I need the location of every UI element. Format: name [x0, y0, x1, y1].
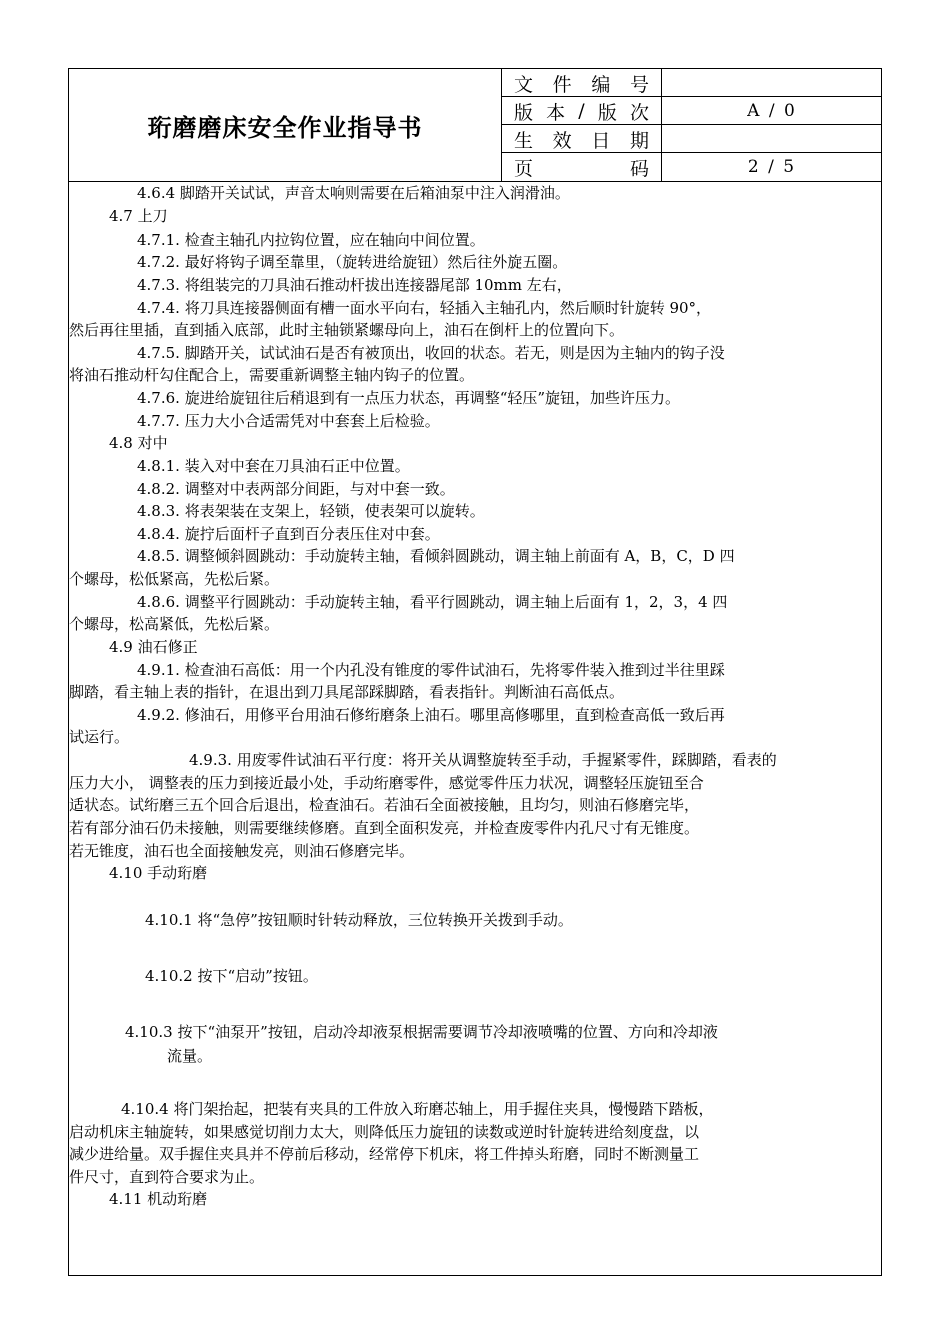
body-line: 减少进给量。双手握住夹具并不停前后移动，经常停下机床，将工件掉头珩磨，同时不断测量工 [69, 1145, 700, 1163]
body-line: 4.10.2 按下“启动”按钮。 [145, 967, 318, 985]
body-line: 4.7.6. 旋进给旋钮往后稍退到有一点压力状态，再调整“轻压”旋钮，加些许压力。 [137, 389, 681, 407]
meta-row-doc-number [502, 69, 882, 97]
body-line: 4.7.7. 压力大小合适需凭对中套套上后检验。 [137, 412, 440, 430]
body-line: 4.7.3. 将组装完的刀具油石推动杆拔出连接器尾部 10mm 左右， [137, 276, 572, 294]
body-line: 4.7.5. 脚踏开关，试试油石是否有被顶出，收回的状态。若无，则是因为主轴内的钩子没 [137, 344, 725, 362]
meta-value-version: A / 0 [747, 101, 797, 121]
document-meta-table [501, 69, 882, 181]
body-line: 4.10.3 按下“油泵开”按钮，启动冷却液泵根据需要调节冷却液喷嘴的位置、方向和冷却液 [125, 1023, 718, 1041]
body-line: 4.7.4. 将刀具连接器侧面有槽一面水平向右，轻插入主轴孔内，然后顺时针旋转 90°， [137, 299, 712, 317]
body-line: 将油石推动杆勾住配合上，需要重新调整主轴内钩子的位置。 [69, 366, 475, 384]
section-heading: 4.9 油石修正 [109, 638, 198, 656]
body-line: 压力大小， 调整表的压力到接近最小处，手动绗磨零件，感觉零件压力状况，调整轻压旋钮至合 [69, 774, 704, 792]
body-line: 启动机床主轴旋转，如果感觉切削力太大，则降低压力旋钮的读数或逆时针旋转进给刻度盘，以 [69, 1123, 700, 1141]
body-line: 4.8.6. 调整平行圆跳动：手动旋转主轴，看平行圆跳动，调主轴上后面有 1，2，3，4 四 [137, 593, 728, 611]
body-line: 4.7.2. 最好将钩子调至靠里，（旋转进给旋钮）然后往外旋五圈。 [137, 253, 568, 271]
meta-row-version [502, 97, 882, 125]
section-heading: 4.8 对中 [109, 434, 168, 452]
body-line: 4.10.4 将门架抬起，把装有夹具的工件放入珩磨芯轴上，用手握住夹具，慢慢踏下踏板， [121, 1100, 714, 1118]
body-line: 流量。 [167, 1047, 213, 1065]
meta-label-doc-number: 文 件 编 号 [502, 69, 662, 97]
body-line: 若有部分油石仍未接触，则需要继续修磨。直到全面积发亮，并检查废零件内孔尺寸有无锥度。 [69, 819, 700, 837]
body-line: 4.6.4 脚踏开关试试，声音太响则需要在后箱油泵中注入润滑油。 [137, 184, 570, 202]
body-line: 4.8.4. 旋拧后面杆子直到百分表压住对中套。 [137, 525, 440, 543]
body-line: 4.9.2. 修油石，用修平台用油石修绗磨条上油石。哪里高修哪里，直到检查高低一致后再 [137, 706, 725, 724]
body-line: 试运行。 [69, 728, 130, 746]
section-heading: 4.7 上刀 [109, 207, 168, 225]
body-line: 4.10.1 将“急停”按钮顺时针转动释放，三位转换开关拨到手动。 [145, 911, 573, 929]
meta-row-page [502, 153, 882, 181]
body-line: 4.8.2. 调整对中表两部分间距，与对中套一致。 [137, 480, 455, 498]
meta-value-doc-number [662, 69, 882, 97]
body-line: 4.9.1. 检查油石高低：用一个内孔没有锥度的零件试油石，先将零件装入推到过半往里踩 [137, 661, 725, 679]
section-heading: 4.10 手动珩磨 [109, 864, 208, 882]
document-frame [68, 68, 882, 1276]
meta-value-effective-date [662, 125, 882, 153]
meta-label-effective-date: 生 效 日 期 [502, 125, 662, 153]
document-title: 珩磨磨床安全作业指导书 [147, 113, 423, 142]
body-line: 然后再往里插，直到插入底部，此时主轴锁紧螺母向上，油石在倒杆上的位置向下。 [69, 321, 625, 339]
section-heading: 4.11 机动珩磨 [109, 1190, 208, 1208]
body-line: 脚踏，看主轴上表的指针，在退出到刀具尾部踩脚踏，看表指针。判断油石高低点。 [69, 683, 625, 701]
body-line: 4.8.3. 将表架装在支架上，轻锁，使表架可以旋转。 [137, 502, 485, 520]
body-line: 4.9.3. 用废零件试油石平行度：将开关从调整旋转至手动，手握紧零件，踩脚踏，看表的 [189, 751, 777, 769]
body-line: 若无锥度，油石也全面接触发亮，则油石修磨完毕。 [69, 842, 415, 860]
meta-label-version: 版 本 / 版 次 [502, 97, 662, 125]
body-line: 适状态。试绗磨三五个回合后退出，检查油石。若油石全面被接触，且均匀，则油石修磨完毕， [69, 796, 700, 814]
body-line: 个螺母，松低紧高，先松后紧。 [69, 570, 280, 588]
body-line: 个螺母，松高紧低，先松后紧。 [69, 615, 280, 633]
body-line: 4.7.1. 检查主轴孔内拉钩位置，应在轴向中间位置。 [137, 231, 485, 249]
meta-label-page: 页 码 [502, 153, 662, 181]
meta-row-effective-date [502, 125, 882, 153]
body-line: 件尺寸，直到符合要求为止。 [69, 1168, 265, 1186]
body-line: 4.8.5. 调整倾斜圆跳动：手动旋转主轴，看倾斜圆跳动，调主轴上前面有 A，B，C，D 四 [137, 547, 735, 565]
meta-value-page: 2 / 5 [747, 157, 797, 177]
body-line: 4.8.1. 装入对中套在刀具油石正中位置。 [137, 457, 410, 475]
document-header [69, 69, 881, 182]
